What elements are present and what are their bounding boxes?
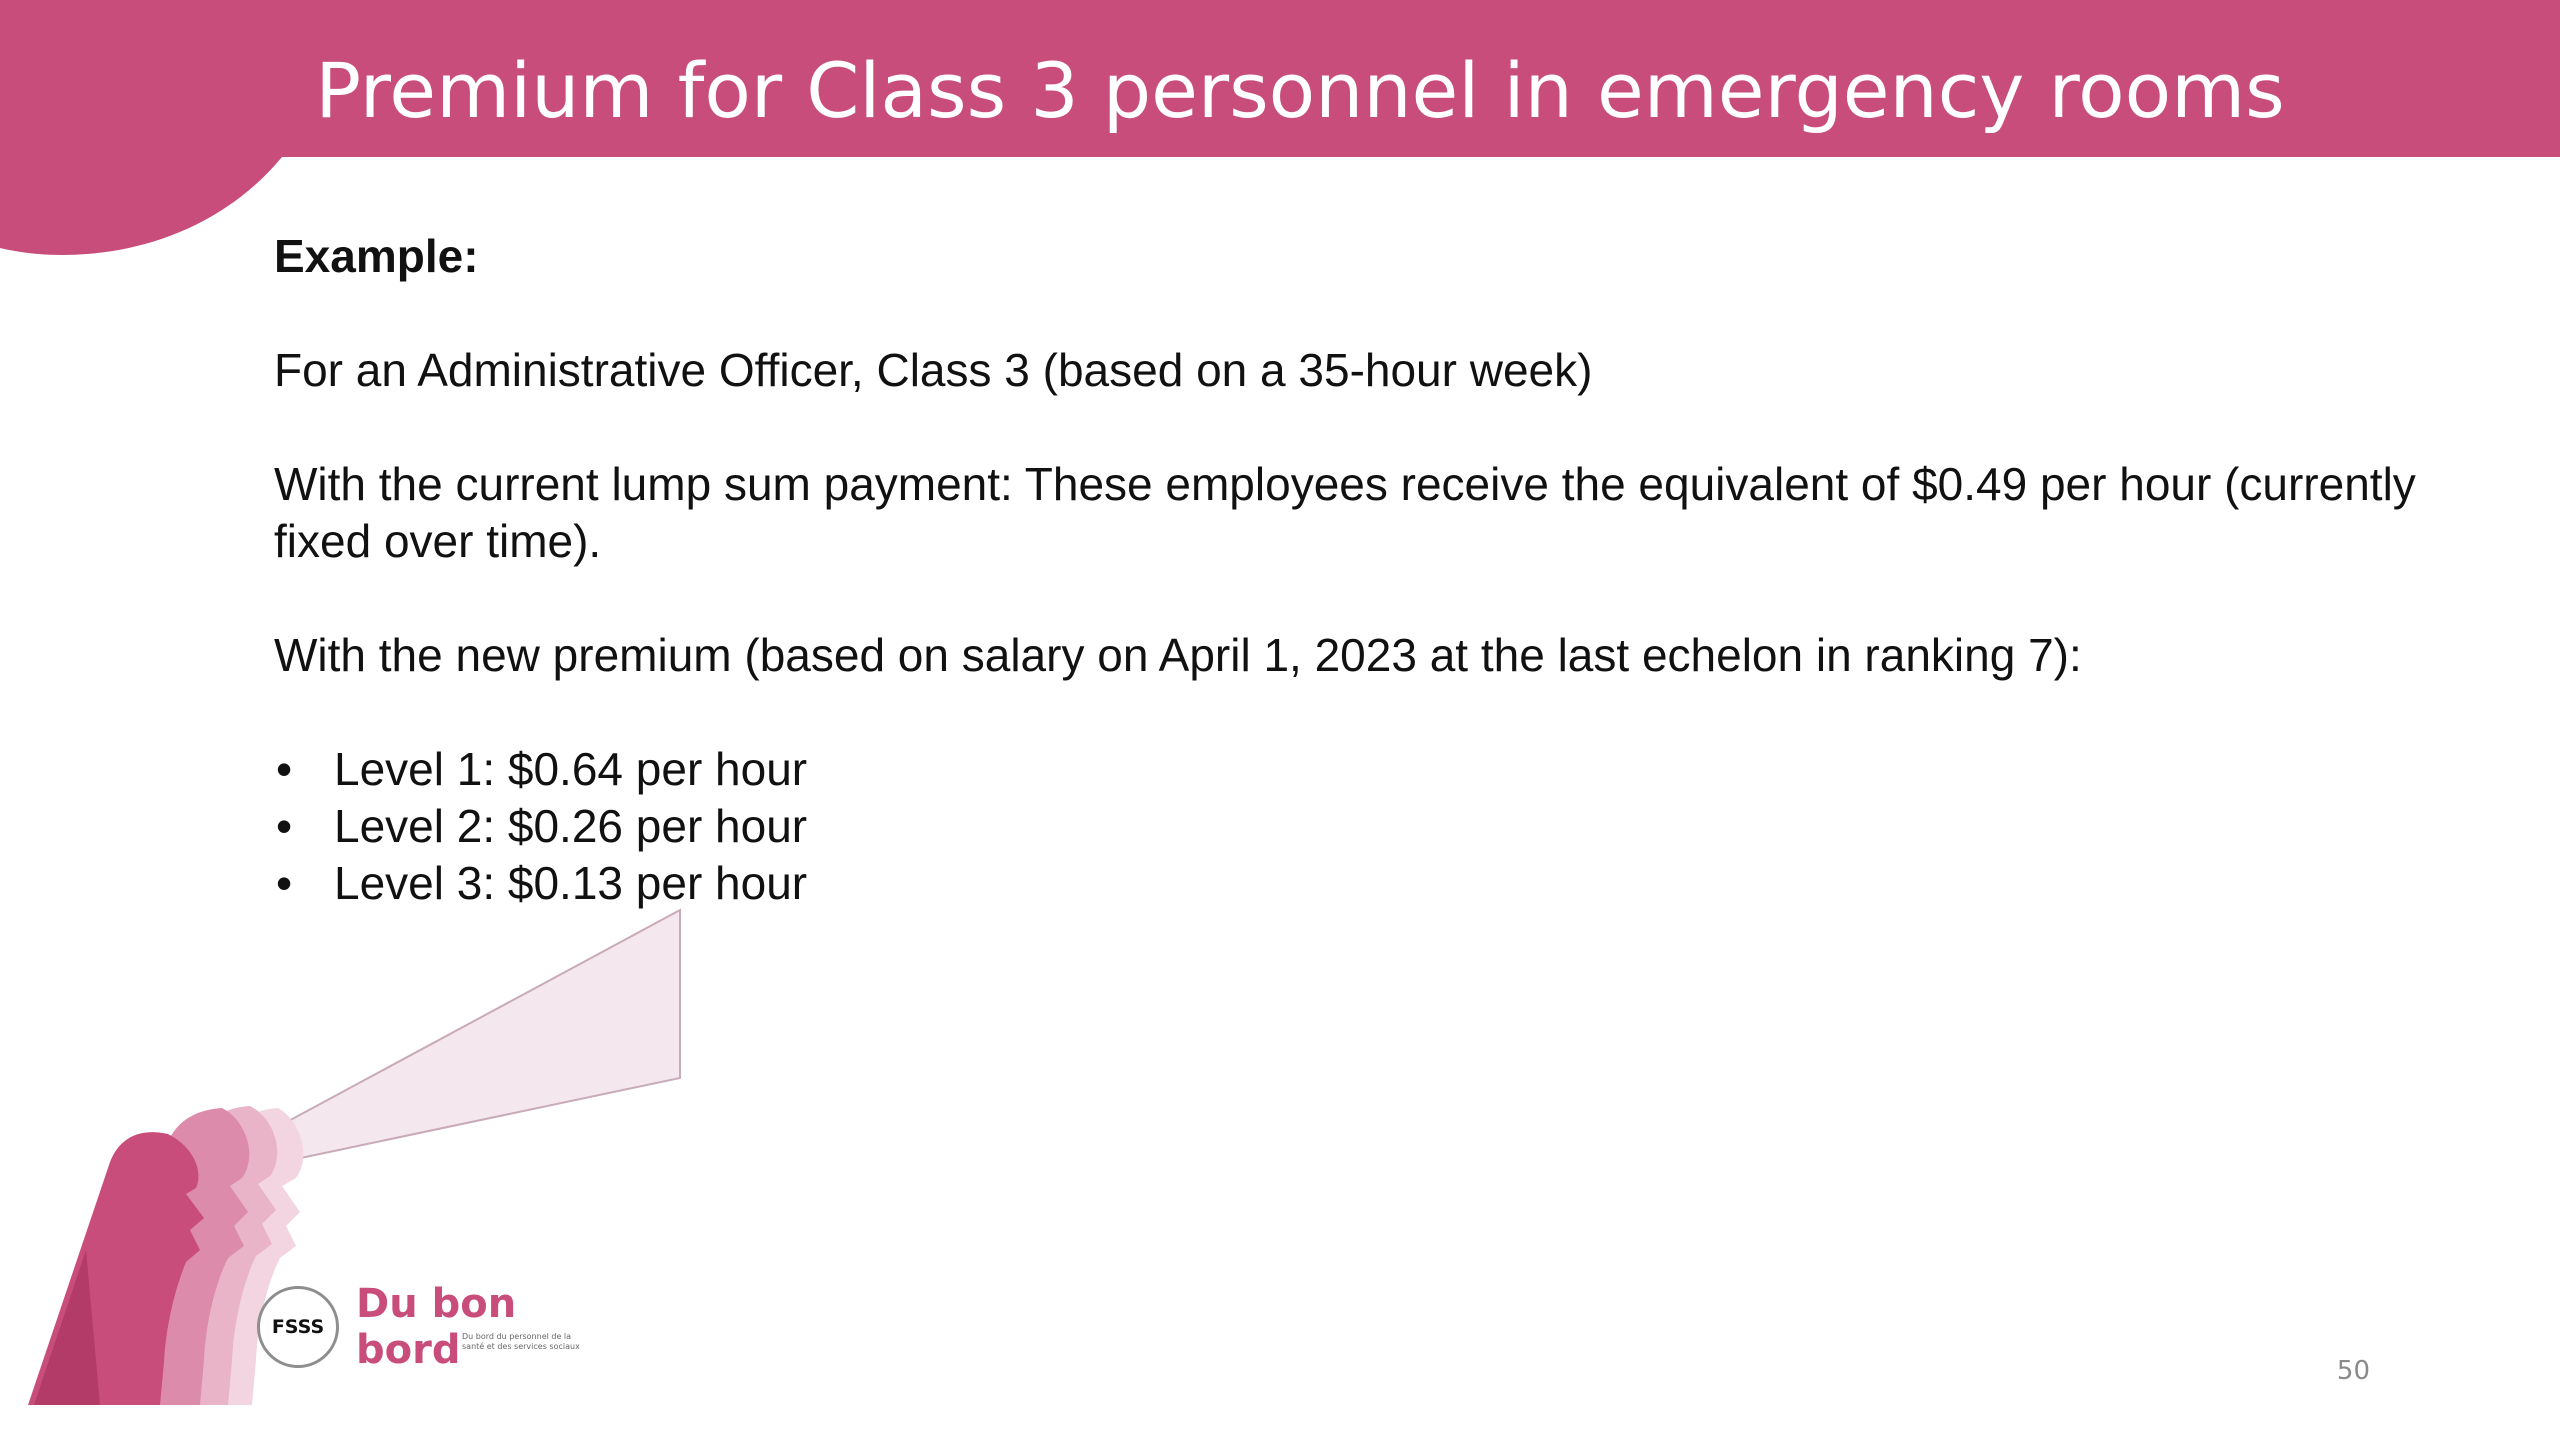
bullet-mark: • (276, 857, 293, 909)
list-item (274, 741, 2424, 798)
list-item (274, 855, 2424, 912)
logo-word-bord: bord (356, 1327, 461, 1373)
fsss-logo-badge: FSSS (257, 1286, 339, 1368)
bullet-mark: • (276, 800, 293, 852)
paragraph-class-description: For an Administrative Officer, Class 3 (based on a 35-hour week) (274, 344, 1593, 396)
paragraph-new-premium: With the new premium (based on salary on April 1, 2023 at the last echelon in ranking 7): (274, 629, 2082, 681)
list-item-text: Level 1: $0.64 per hour (334, 743, 808, 795)
slide-body (274, 228, 2424, 912)
list-item-text: Level 3: $0.13 per hour (334, 857, 808, 909)
logo-word-du-bon: Du bon (356, 1281, 517, 1327)
bullet-mark: • (276, 743, 293, 795)
list-item-text: Level 2: $0.26 per hour (334, 800, 808, 852)
logo-tagline: Du bord du personnel de la santé et des services sociaux (462, 1332, 580, 1351)
paragraph-current-payment: With the current lump sum payment: These employees receive the equivalent of $0.49 per hour (currently fixed over time). (274, 458, 2416, 567)
premium-levels-list (274, 741, 2424, 912)
example-heading: Example: (274, 230, 479, 282)
list-item (274, 798, 2424, 855)
slide-title: Premium for Class 3 personnel in emergency rooms (315, 45, 2285, 135)
page-number: 50 (2336, 1356, 2370, 1386)
